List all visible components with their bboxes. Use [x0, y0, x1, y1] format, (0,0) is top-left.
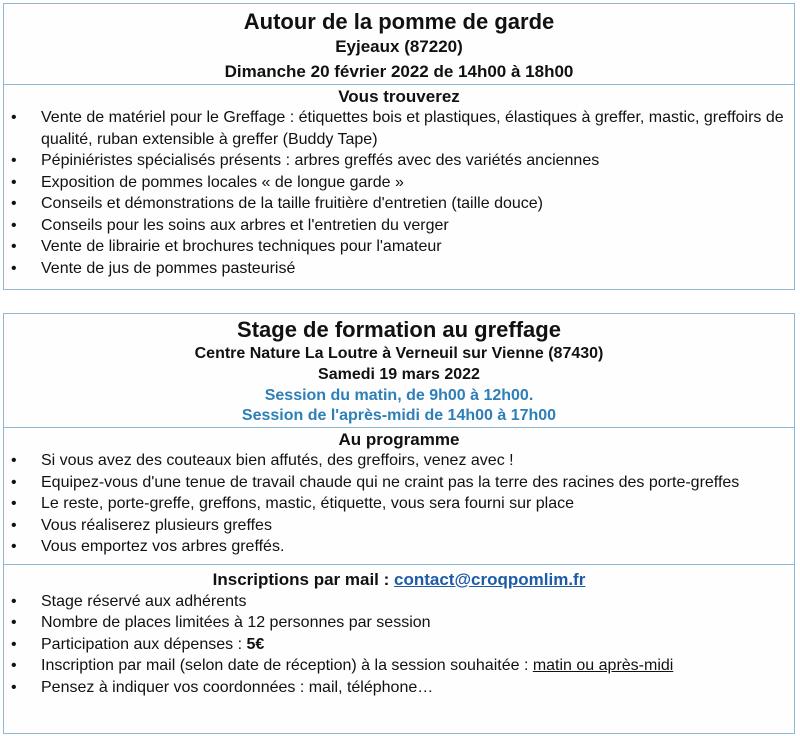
inscriptions-heading — [4, 569, 794, 591]
list-item: • Equipez-vous d'une tenue de travail chaude qui ne craint pas la terre des racines des porte-greffes — [4, 472, 794, 494]
event1-title: Autour de la pomme de garde — [243, 9, 555, 34]
session-choice: matin ou après-midi — [532, 657, 674, 674]
list-item: • Le reste, porte-greffe, greffons, mastic, étiquette, vous sera fourni sur place — [4, 493, 794, 515]
inscriptions-label: Inscriptions par mail : — [212, 569, 395, 589]
event-box-pomme-de-garde — [3, 3, 795, 290]
event2-header — [4, 314, 794, 428]
event2-session-afternoon: Session de l'après-midi de 14h00 à 17h00 — [241, 407, 557, 424]
list-item: • Stage réservé aux adhérents — [4, 591, 794, 613]
event1-date: Dimanche 20 février 2022 de 14h00 à 18h00 — [224, 62, 574, 81]
list-item: • Vous réaliserez plusieurs greffes — [4, 515, 794, 537]
participation-label: Participation aux dépenses : — [41, 635, 247, 653]
contact-email-link[interactable]: contact@croqpomlim.fr — [394, 569, 586, 589]
list-item — [4, 634, 794, 656]
inscription-text: Inscription par mail (selon date de réception) à la session souhaitée : — [41, 657, 533, 674]
event1-section-title: Vous trouverez — [338, 87, 460, 106]
list-item: • Pensez à indiquer vos coordonnées : mail, téléphone… — [4, 677, 794, 699]
participation-price: 5€ — [246, 635, 265, 653]
event2-location: Centre Nature La Loutre à Verneuil sur Vienne (87430) — [194, 345, 604, 362]
list-item: • Vente de jus de pommes pasteurisé — [4, 258, 794, 280]
list-item: • Pépiniéristes spécialisés présents : arbres greffés avec des variétés anciennes — [4, 150, 794, 172]
list-item: • Exposition de pommes locales « de longue garde » — [4, 172, 794, 194]
event2-session-morning: Session du matin, de 9h00 à 12h00. — [264, 387, 534, 404]
list-item: • Conseils pour les soins aux arbres et l'entretien du verger — [4, 215, 794, 237]
inscriptions-section — [4, 564, 794, 699]
inscriptions-list — [4, 591, 794, 699]
list-item — [4, 655, 794, 677]
event-box-stage-greffage — [3, 313, 795, 734]
event2-list — [4, 450, 794, 558]
list-item: • Vente de librairie et brochures techniques pour l'amateur — [4, 236, 794, 258]
event1-location: Eyjeaux (87220) — [335, 37, 463, 56]
list-item: • Vente de matériel pour le Greffage : étiquettes bois et plastiques, élastiques à greffer, mastic, greffoirs de qualité, ruban extensible à greffer (Buddy Tape) — [4, 107, 794, 150]
list-item: • Vous emportez vos arbres greffés. — [4, 536, 794, 558]
list-item: • Si vous avez des couteaux bien affutés, des greffoirs, venez avec ! — [4, 450, 794, 472]
event2-title: Stage de formation au greffage — [237, 317, 561, 342]
event2-section-title: Au programme — [338, 430, 460, 449]
list-item: • Nombre de places limitées à 12 personnes par session — [4, 612, 794, 634]
event1-header — [4, 4, 794, 85]
event2-date: Samedi 19 mars 2022 — [318, 366, 480, 383]
list-item: • Conseils et démonstrations de la taille fruitière d'entretien (taille douce) — [4, 193, 794, 215]
event1-list — [4, 107, 794, 279]
